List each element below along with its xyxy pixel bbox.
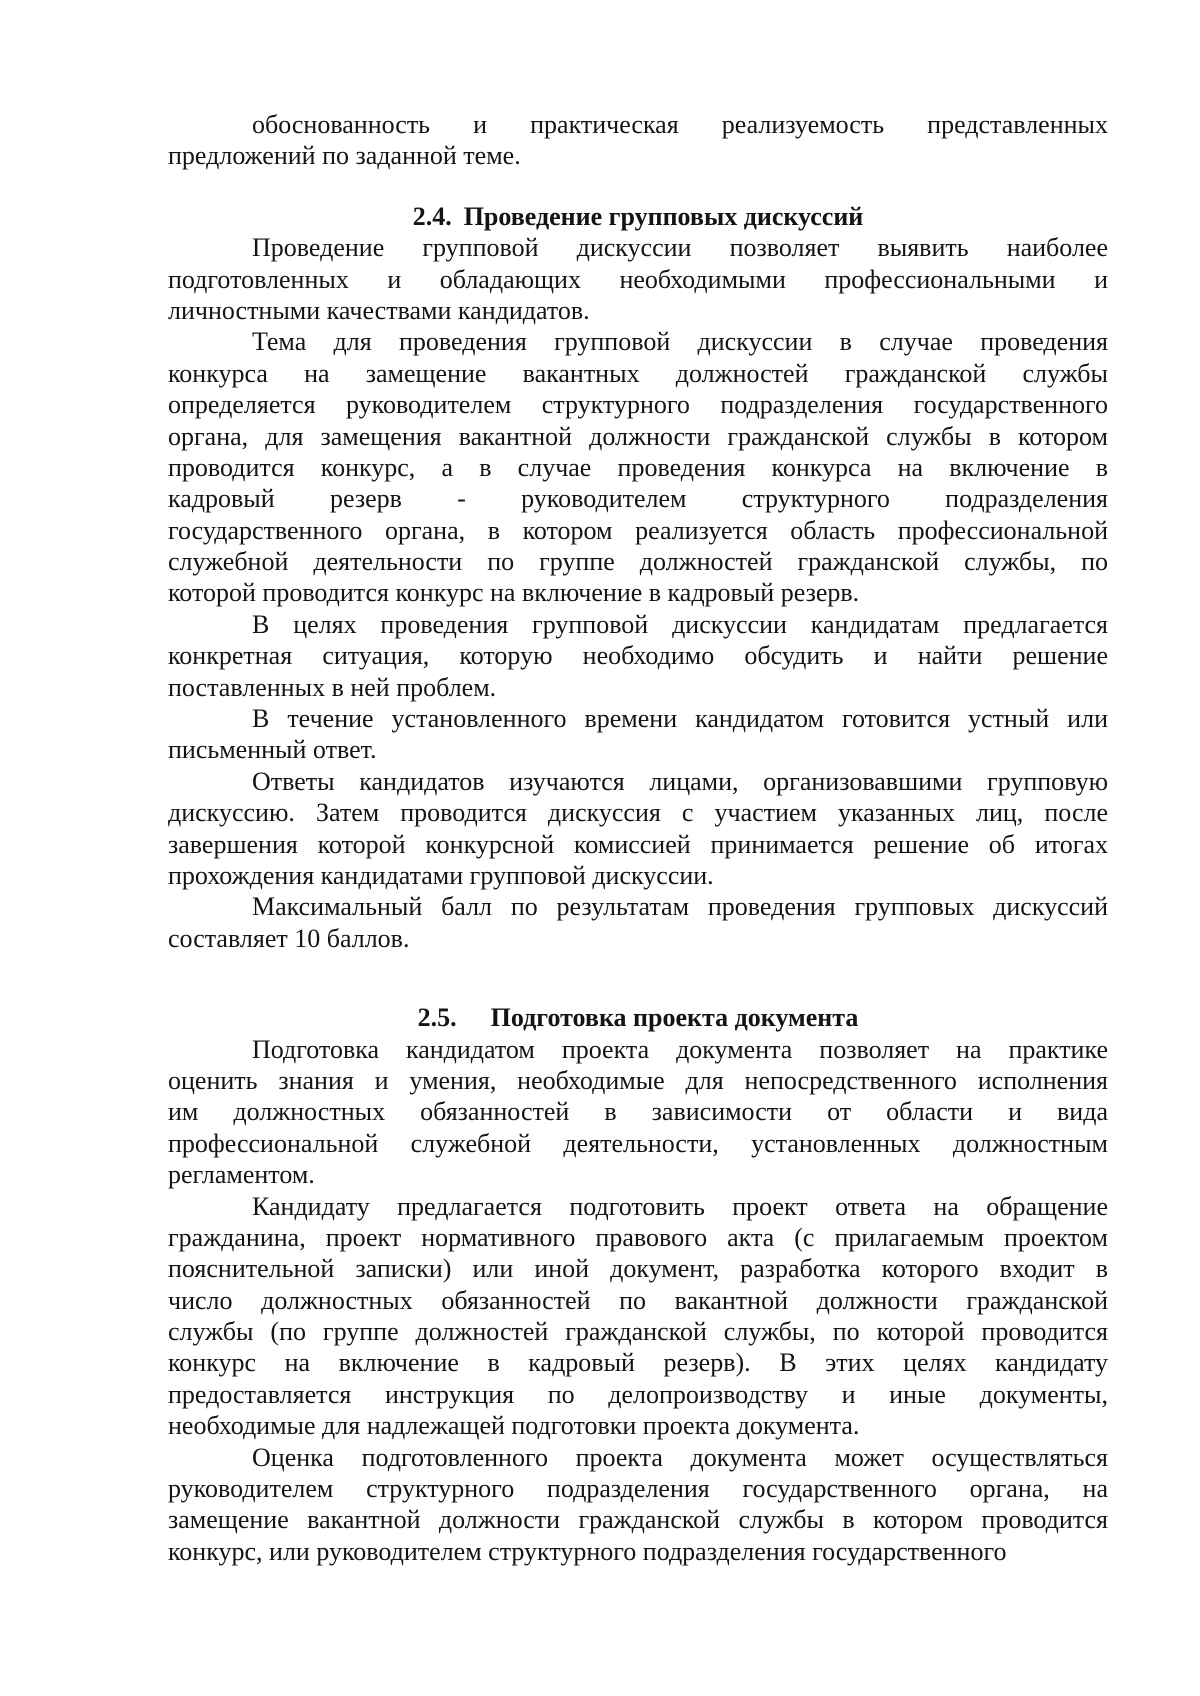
text-line: определяется руководителем структурного подразделения государственного (168, 390, 1108, 420)
text-line: Проведение групповой дискуссии позволяет выявить наиболее (252, 233, 1108, 263)
section-number: 2.4. (412, 201, 452, 231)
text-line: прохождения кандидатами групповой дискуссии. (168, 860, 714, 890)
text-line: Тема для проведения групповой дискуссии в случае проведения (252, 327, 1108, 357)
text-line: завершения которой конкурсной комиссией принимается решение об итогах (168, 829, 1108, 859)
section-title: Подготовка проекта документа (490, 1003, 859, 1033)
paragraph (168, 766, 1108, 892)
text-line: необходимые для надлежащей подготовки проекта документа. (168, 1411, 860, 1441)
text-line: предоставляется инструкция по делопроизводству и иные документы, (168, 1379, 1108, 1409)
text-line: пояснительной записки) или иной документ, разработка которого входит в (168, 1254, 1108, 1284)
text-line: конкурс, или руководителем структурного подразделения государственного (168, 1536, 1007, 1566)
text-line: В течение установленного времени кандидатом готовится устный или (252, 704, 1108, 734)
text-line: обоснованность и практическая реализуемость представленных (252, 110, 1108, 139)
text-line: профессиональной служебной деятельности, установленных должностным (168, 1128, 1108, 1158)
text-line: число должностных обязанностей по вакантной должности гражданской (168, 1285, 1108, 1315)
paragraph (168, 326, 1108, 609)
text-line: Оценка подготовленного проекта документа может осуществляться (252, 1442, 1108, 1472)
text-line: оценить знания и умения, необходимые для непосредственного исполнения (168, 1065, 1108, 1095)
text-line: письменный ответ. (168, 735, 377, 765)
paragraph (168, 232, 1108, 326)
text-line: дискуссию. Затем проводится дискуссия с участием указанных лиц, после (168, 798, 1108, 828)
paragraph (168, 1034, 1108, 1191)
text-line: проводится конкурс, а в случае проведения конкурса на включение в (168, 452, 1108, 482)
text-line: регламентом. (168, 1160, 315, 1190)
text-line: Подготовка кандидатом проекта документа позволяет на практике (252, 1034, 1108, 1064)
section-2-5-body (168, 1034, 1108, 1568)
text-line: служебной деятельности по группе должностей гражданской службы, по (168, 547, 1108, 577)
intro-paragraph (168, 109, 1108, 172)
paragraph (168, 609, 1108, 703)
section-number: 2.5. (417, 1003, 457, 1033)
section-heading-2-4 (168, 201, 1108, 232)
text-line: конкретная ситуация, которую необходимо обсудить и найти решение (168, 641, 1108, 671)
paragraph (168, 1442, 1108, 1568)
text-line: поставленных в ней проблем. (168, 672, 497, 702)
text-line: составляет 10 баллов. (168, 923, 410, 953)
text-line: подготовленных и обладающих необходимыми профессиональными и (168, 264, 1108, 294)
text-line: конкурс на включение в кадровый резерв). В этих целях кандидату (168, 1348, 1108, 1378)
text-line: руководителем структурного подразделения государственного органа, на (168, 1474, 1108, 1504)
paragraph (168, 703, 1108, 766)
text-line: им должностных обязанностей в зависимости от области и вида (168, 1097, 1108, 1127)
text-line: личностными качествами кандидатов. (168, 295, 590, 325)
paragraph (168, 1191, 1108, 1442)
section-title: Проведение групповых дискуссий (463, 201, 864, 231)
paragraph (168, 891, 1108, 954)
section-2-4-body (168, 232, 1108, 954)
text-line: кадровый резерв - руководителем структурного подразделения (168, 484, 1108, 514)
document-body (168, 109, 1108, 1567)
text-line: органа, для замещения вакантной должности гражданской службы в котором (168, 421, 1108, 451)
text-line: конкурса на замещение вакантных должностей гражданской службы (168, 358, 1108, 388)
section-heading-2-5 (168, 1002, 1108, 1033)
text-line: Кандидату предлагается подготовить проект ответа на обращение (252, 1191, 1108, 1221)
text-line: Максимальный балл по результатам проведения групповых дискуссий (252, 892, 1108, 922)
text-line: службы (по группе должностей гражданской службы, по которой проводится (168, 1317, 1108, 1347)
text-line: Ответы кандидатов изучаются лицами, организовавшими групповую (252, 766, 1108, 796)
text-line: которой проводится конкурс на включение в кадровый резерв. (168, 578, 860, 608)
text-line: государственного органа, в котором реализуется область профессиональной (168, 515, 1108, 545)
text-line: В целях проведения групповой дискуссии кандидатам предлагается (252, 609, 1108, 639)
text-line: гражданина, проект нормативного правового акта (с прилагаемым проектом (168, 1222, 1108, 1252)
text-line: предложений по заданной теме. (168, 141, 521, 171)
text-line: замещение вакантной должности гражданской службы в котором проводится (168, 1505, 1108, 1535)
